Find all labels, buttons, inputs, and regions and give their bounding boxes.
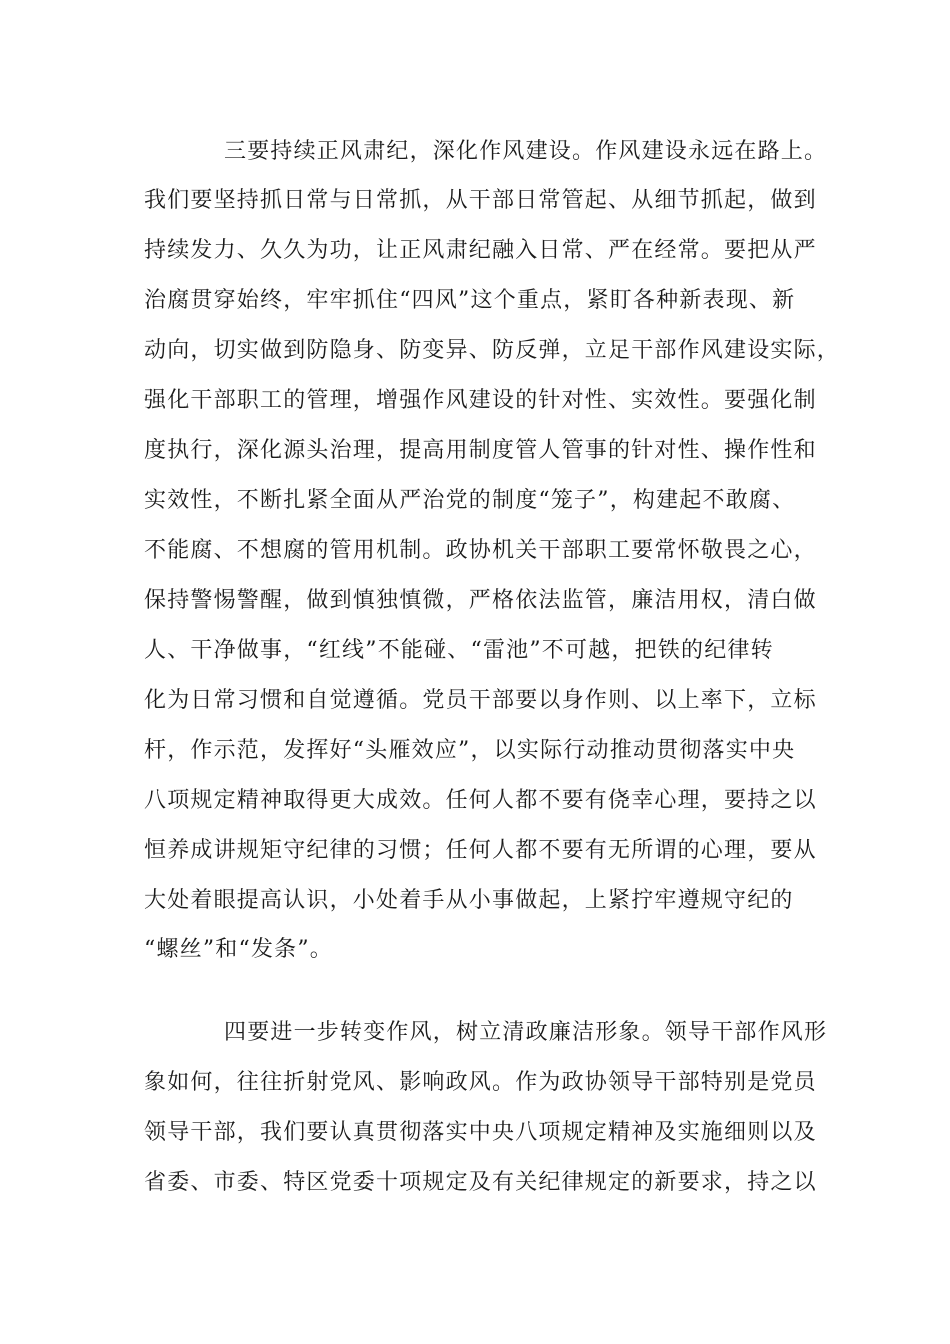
text-line: 我们要坚持抓日常与日常抓，从干部日常管起、从细节抓起，做到 (144, 188, 817, 213)
text-line: 领导干部，我们要认真贯彻落实中央八项规定精神及实施细则以及 (144, 1120, 817, 1145)
text-line: 度执行，深化源头治理，提高用制度管人管事的针对性、操作性和 (144, 438, 817, 463)
text-line: 实效性，不断扎紧全面从严治党的制度“笼子”，构建起不敢腐、 (144, 488, 796, 513)
text-line: 三要持续正风肃纪，深化作风建设。作风建设永远在路上。 (224, 139, 828, 164)
text-line: 持续发力、久久为功，让正风肃纪融入日常、严在经常。要把从严 (144, 238, 817, 263)
text-line: 强化干部职工的管理，增强作风建设的针对性、实效性。要强化制 (144, 388, 817, 413)
text-line: 化为日常习惯和自觉遵循。党员干部要以身作则、以上率下，立标 (144, 688, 817, 713)
text-line: 杆，作示范，发挥好“头雁效应”，以实际行动推动贯彻落实中央 (144, 738, 796, 763)
text-line: 四要进一步转变作风，树立清政廉洁形象。领导干部作风形 (224, 1020, 828, 1045)
text-line: 动向，切实做到防隐身、防变异、防反弹，立足干部作风建设实际， (144, 338, 841, 363)
text-line: 治腐贯穿始终，牢牢抓住“四风”这个重点，紧盯各种新表现、新 (144, 288, 796, 313)
text-line: 不能腐、不想腐的管用机制。政协机关干部职工要常怀敬畏之心， (144, 538, 817, 563)
text-line: 保持警惕警醒，做到慎独慎微，严格依法监管，廉洁用权，清白做 (144, 588, 817, 613)
text-line: 省委、市委、特区党委十项规定及有关纪律规定的新要求，持之以 (144, 1170, 817, 1195)
text-line: 恒养成讲规矩守纪律的习惯；任何人都不要有无所谓的心理，要从 (144, 838, 817, 863)
text-line: “螺丝”和“发条”。 (144, 937, 333, 962)
text-line: 大处着眼提高认识，小处着手从小事做起，上紧拧牢遵规守纪的 (144, 888, 794, 913)
text-line: 人、干净做事，“红线”不能碰、“雷池”不可越，把铁的纪律转 (144, 638, 774, 663)
text-line: 八项规定精神取得更大成效。任何人都不要有侥幸心理，要持之以 (144, 788, 817, 813)
text-line: 象如何，往往折射党风、影响政风。作为政协领导干部特别是党员 (144, 1070, 817, 1095)
